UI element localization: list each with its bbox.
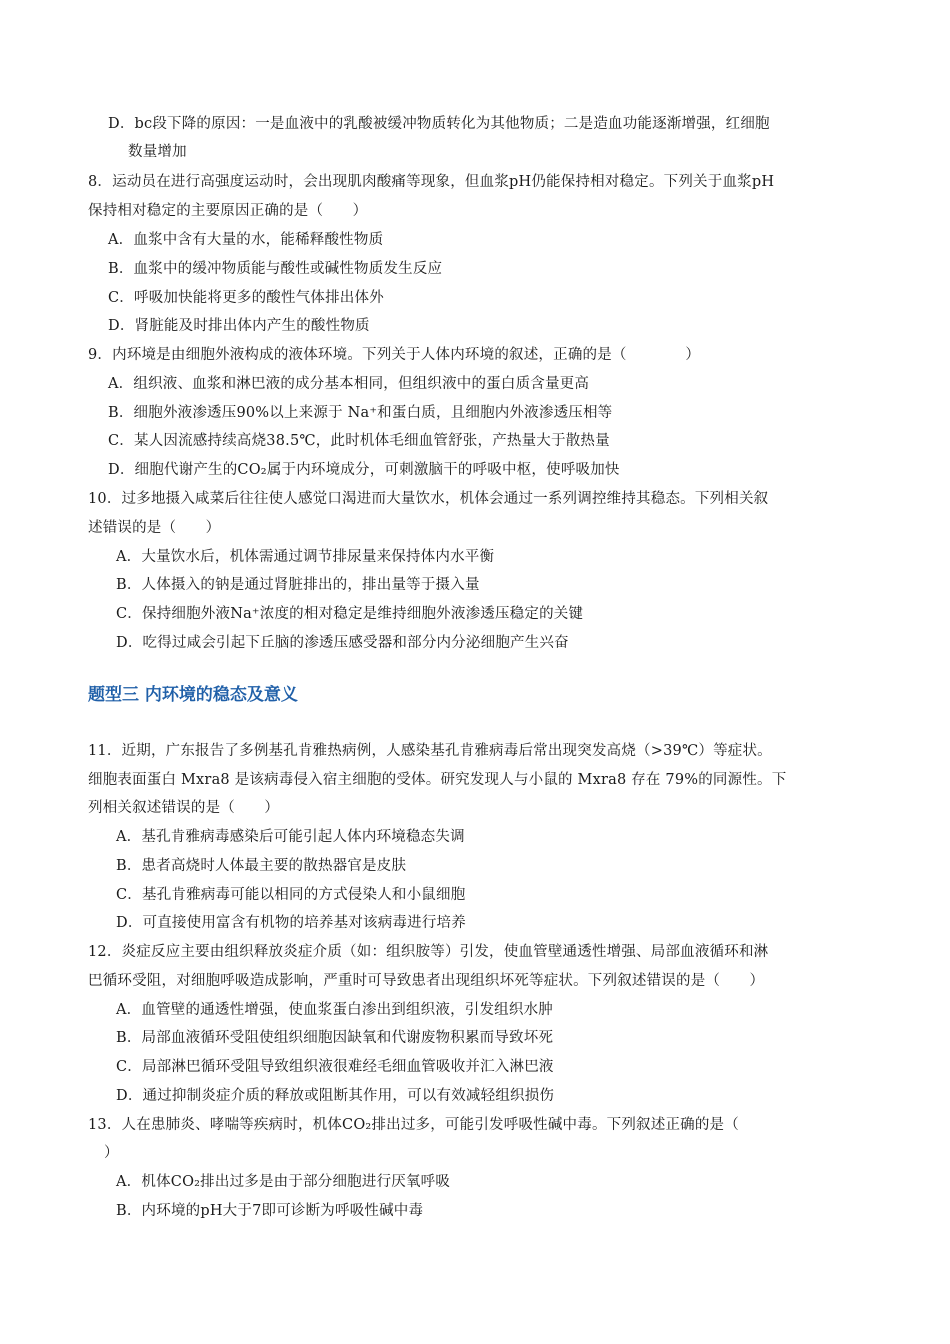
q9-option-a: A．组织液、血浆和淋巴液的成分基本相同，但组织液中的蛋白质含量更高 <box>108 376 590 392</box>
q12-option-b: B．局部血液循环受阻使组织细胞因缺氧和代谢废物积累而导致坏死 <box>116 1030 554 1046</box>
q7-option-d-line1: D．bc段下降的原因：一是血液中的乳酸被缓冲物质转化为其他物质；二是造血功能逐渐增强，红细胞 <box>108 116 770 132</box>
q9-option-c: C．某人因流感持续高烧38.5℃，此时机体毛细血管舒张，产热量大于散热量 <box>108 433 610 449</box>
q8-option-d: D．肾脏能及时排出体内产生的酸性物质 <box>108 318 370 334</box>
q12-stem-line2: 巴循环受阻，对细胞呼吸造成影响，严重时可导致患者出现组织坏死等症状。下列叙述错误的是（ ） <box>88 973 765 989</box>
section-heading: 题型三 内环境的稳态及意义 <box>88 685 298 705</box>
q11-stem-line1: 11．近期，广东报告了多例基孔肯雅热病例，人感染基孔肯雅病毒后常出现突发高烧（>39℃）等症状。 <box>88 743 772 759</box>
q13-stem-line2: ） <box>104 1145 119 1161</box>
q12-option-c: C．局部淋巴循环受阻导致组织液很难经毛细血管吸收并汇入淋巴液 <box>116 1059 554 1075</box>
q10-option-a: A．大量饮水后，机体需通过调节排尿量来保持体内水平衡 <box>116 549 495 565</box>
q10-option-d: D．吃得过咸会引起下丘脑的渗透压感受器和部分内分泌细胞产生兴奋 <box>116 635 569 651</box>
q8-option-b: B．血浆中的缓冲物质能与酸性或碱性物质发生反应 <box>108 261 443 277</box>
q9-option-d: D．细胞代谢产生的CO₂属于内环境成分，可刺激脑干的呼吸中枢，使呼吸加快 <box>108 462 620 478</box>
q11-option-a: A．基孔肯雅病毒感染后可能引起人体内环境稳态失调 <box>116 829 465 845</box>
q8-stem-line2: 保持相对稳定的主要原因正确的是（ ） <box>88 203 368 219</box>
q12-option-d: D．通过抑制炎症介质的释放或阻断其作用，可以有效减轻组织损伤 <box>116 1088 555 1104</box>
q8-option-c: C．呼吸加快能将更多的酸性气体排出体外 <box>108 290 384 306</box>
q11-stem-line2: 细胞表面蛋白 Mxra8 是该病毒侵入宿主细胞的受体。研究发现人与小鼠的 Mxra8 存在 79%的同源性。下 <box>88 772 787 788</box>
q9-stem: 9．内环境是由细胞外液构成的液体环境。下列关于人体内环境的叙述，正确的是（ ） <box>88 347 701 363</box>
q9-option-b: B．细胞外液渗透压90%以上来源于 Na⁺和蛋白质，且细胞内外液渗透压相等 <box>108 405 613 421</box>
q7-option-d-line2: 数量增加 <box>128 144 187 160</box>
q12-option-a: A．血管壁的通透性增强，使血浆蛋白渗出到组织液，引发组织水肿 <box>116 1002 553 1018</box>
q10-stem-line1: 10．过多地摄入咸菜后往往使人感觉口渴进而大量饮水，机体会通过一系列调控维持其稳态。下列相关叙 <box>88 491 769 507</box>
q12-stem-line1: 12．炎症反应主要由组织释放炎症介质（如：组织胺等）引发，使血管壁通透性增强、局部血液循环和淋 <box>88 944 769 960</box>
q10-option-b: B．人体摄入的钠是通过肾脏排出的，排出量等于摄入量 <box>116 577 480 593</box>
q8-option-a: A．血浆中含有大量的水，能稀释酸性物质 <box>108 232 384 248</box>
q13-option-b: B．内环境的pH大于7即可诊断为呼吸性碱中毒 <box>116 1203 424 1219</box>
q10-option-c: C．保持细胞外液Na⁺浓度的相对稳定是维持细胞外液渗透压稳定的关键 <box>116 606 584 622</box>
q11-option-c: C．基孔肯雅病毒可能以相同的方式侵染人和小鼠细胞 <box>116 887 466 903</box>
q8-stem-line1: 8．运动员在进行高强度运动时，会出现肌肉酸痛等现象，但血浆pH仍能保持相对稳定。下列关于血浆pH <box>88 174 775 190</box>
q11-stem-line3: 列相关叙述错误的是（ ） <box>88 800 280 816</box>
q10-stem-line2: 述错误的是（ ） <box>88 520 221 536</box>
q11-option-d: D．可直接使用富含有机物的培养基对该病毒进行培养 <box>116 915 466 931</box>
q11-option-b: B．患者高烧时人体最主要的散热器官是皮肤 <box>116 858 407 874</box>
q13-stem-line1: 13．人在患肺炎、哮喘等疾病时，机体CO₂排出过多，可能引发呼吸性碱中毒。下列叙述正确的是（ <box>88 1117 739 1133</box>
q13-option-a: A．机体CO₂排出过多是由于部分细胞进行厌氧呼吸 <box>116 1174 451 1190</box>
